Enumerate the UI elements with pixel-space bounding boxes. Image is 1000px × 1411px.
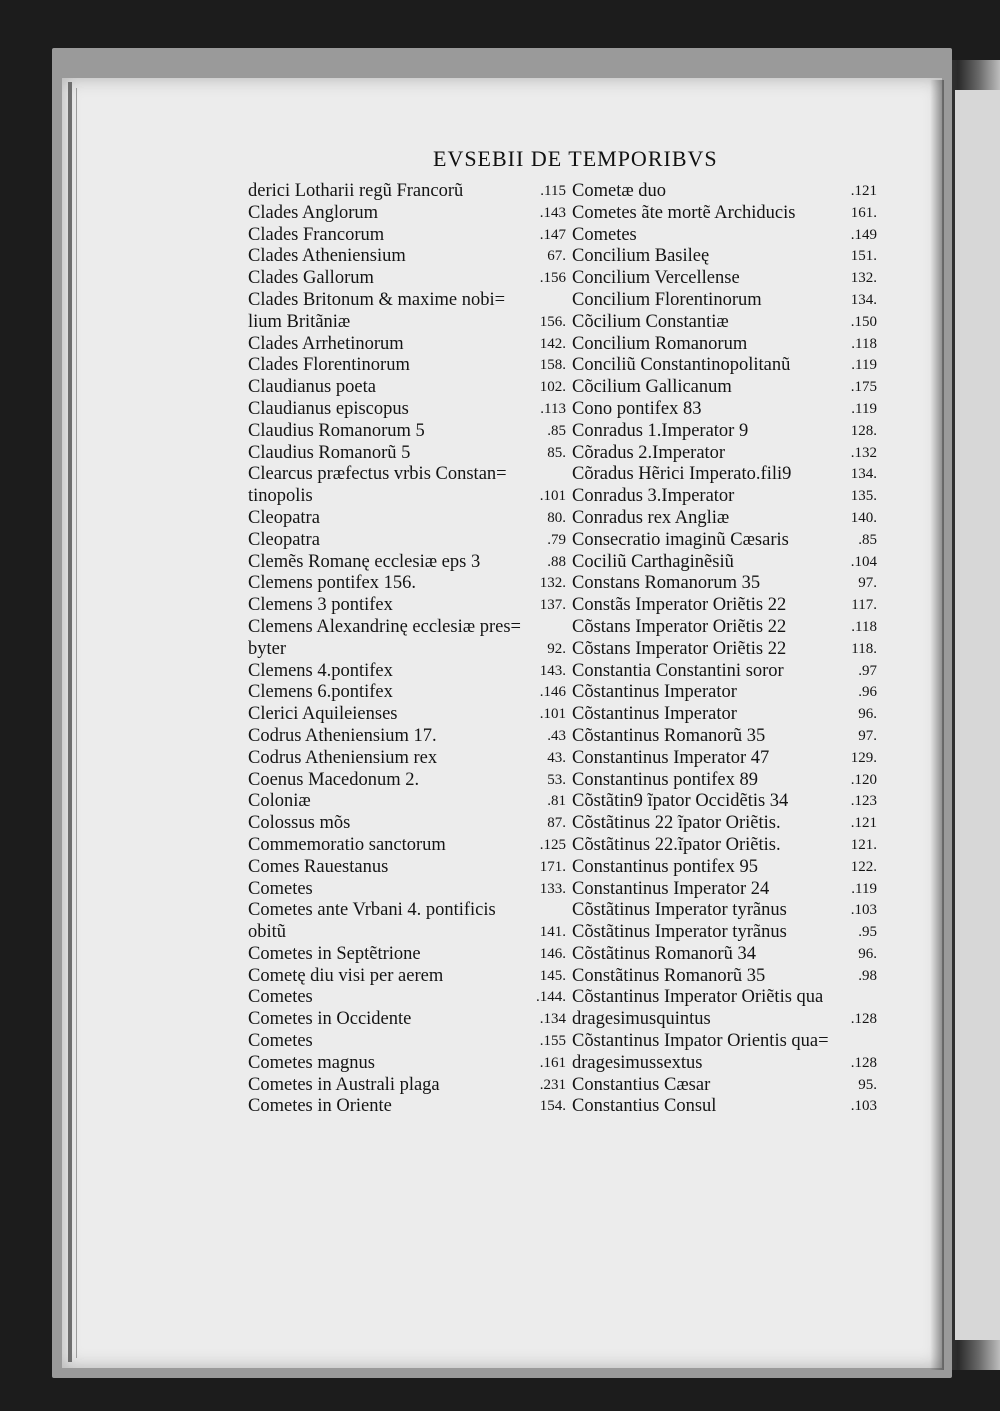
index-entry-name: Cometes (248, 878, 313, 899)
index-entry-page: .103 (850, 902, 877, 919)
index-entry-name: Clemens 6.pontifex (248, 682, 393, 703)
index-entry (248, 181, 570, 203)
index-entry-page: .147 (539, 226, 566, 243)
index-entry (248, 1031, 570, 1053)
index-entry-name: Clemens 4.pontifex (248, 660, 393, 681)
index-entry-name: tinopolis (248, 486, 313, 507)
index-entry-name: Cometes in Oriente (248, 1096, 392, 1117)
index-entry-page: .132 (850, 444, 877, 461)
index-entry-page: 145. (539, 967, 566, 984)
index-entry-name: Clades Atheniensium (248, 246, 406, 267)
index-entry (248, 1075, 570, 1097)
index-entry-page: .125 (539, 836, 566, 853)
index-entry-name: Codrus Atheniensium rex (248, 747, 438, 768)
index-entry (572, 879, 877, 901)
index-entry (572, 857, 877, 879)
index-entry-page: .143 (539, 204, 566, 221)
index-entry-name: Cõstãtinus Imperator tyrãnus (572, 900, 787, 921)
index-entry-page: .121 (850, 815, 877, 832)
index-entry (572, 552, 877, 574)
index-entry-page: 142. (539, 335, 566, 352)
index-entry-name: Cometes ante Vrbani 4. pontificis (248, 900, 496, 921)
index-entry-name: Constantinus Imperator 47 (572, 747, 770, 768)
index-entry-name: obitũ (248, 922, 287, 943)
index-entry (248, 508, 570, 530)
index-entry-page: .119 (851, 400, 877, 417)
index-entry (572, 399, 877, 421)
index-entry-name: Conciliũ Constantinopolitanũ (572, 355, 791, 376)
index-entry-page: .119 (851, 357, 877, 374)
index-entry (248, 748, 570, 770)
index-entry-name: Colossus mõs (248, 813, 351, 834)
index-entry-name: Concilium Basileę (572, 246, 710, 267)
index-entry-page: 129. (850, 749, 877, 766)
index-entry-name: dragesimussextus (572, 1052, 703, 1073)
index-entry-name: Cõstãtinus 22 ĩpator Oriẽtis. (572, 813, 781, 834)
index-entry-page: 156. (539, 313, 566, 330)
index-entry-name: Cociliũ Carthaginẽsiũ (572, 551, 734, 572)
index-entry-name: Constans Romanorum 35 (572, 573, 761, 594)
index-entry (572, 835, 877, 857)
index-entry-page: 117. (851, 597, 877, 614)
index-entry-name: derici Lotharii regũ Francorũ (248, 181, 464, 201)
page-rule-line (76, 88, 77, 1358)
index-entry-name: Consecratio imaginũ Cæsaris (572, 529, 789, 550)
index-entry (248, 573, 570, 595)
index-entry-name: Clemens Alexandrinę ecclesiæ pres= (248, 616, 521, 637)
index-entry (248, 944, 570, 966)
index-entry-page: 43. (547, 749, 566, 766)
index-entry-page: 67. (547, 248, 566, 265)
index-entry-page: 134. (850, 466, 877, 483)
index-entry-page: .101 (539, 706, 566, 723)
index-entry (572, 290, 877, 312)
index-entry (572, 987, 877, 1009)
index-entry (572, 464, 877, 486)
index-entry (572, 770, 877, 792)
index-entry (572, 1075, 877, 1097)
page-binding-edge (68, 82, 72, 1362)
index-entry-page: 85. (547, 444, 566, 461)
index-entry-name: Clemens pontifex 156. (248, 573, 417, 594)
index-entry-name: Cometes in Occidente (248, 1009, 412, 1030)
index-entry-page: .119 (851, 880, 877, 897)
index-entry (572, 203, 877, 225)
index-entry-name: Cõstãtinus Romanorũ 34 (572, 943, 756, 964)
index-entry (248, 857, 570, 879)
index-entry-page: .149 (850, 226, 877, 243)
index-entry-page: .231 (539, 1076, 566, 1093)
index-entry (248, 922, 570, 944)
index-entry (248, 552, 570, 574)
index-entry-name: Cõstãtin9 ĩpator Occidẽtis 34 (572, 791, 789, 812)
index-entry (248, 399, 570, 421)
index-entry-name: Cometes (248, 987, 313, 1008)
index-entry-page: .128 (850, 1011, 877, 1028)
index-entry-page: 154. (539, 1098, 566, 1115)
index-entry-name: Cõstans Imperator Oriẽtis 22 (572, 638, 787, 659)
index-entry-name: Claudius Romanorũ 5 (248, 442, 411, 463)
index-entry (248, 225, 570, 247)
index-entry (572, 181, 877, 203)
index-entry (248, 682, 570, 704)
index-entry-name: Cometes ãte mortẽ Archiducis (572, 202, 796, 223)
index-entry-name: Clades Arrhetinorum (248, 333, 404, 354)
index-entry (248, 987, 570, 1009)
index-entry (248, 486, 570, 508)
index-entry-name: Claudius Romanorum 5 (248, 420, 425, 441)
index-entry (572, 1053, 877, 1075)
index-entry-page: .121 (850, 183, 877, 199)
index-entry-name: Clerici Aquileienses (248, 704, 398, 725)
index-entry (572, 922, 877, 944)
index-entry (572, 421, 877, 443)
index-entry-page: 158. (539, 357, 566, 374)
index-entry-page: .43 (547, 727, 566, 744)
index-entry (248, 334, 570, 356)
index-entry (248, 421, 570, 443)
index-entry-name: Constãs Imperator Oriẽtis 22 (572, 595, 787, 616)
index-entry-page: 122. (850, 858, 877, 875)
index-entry-page: .85 (858, 531, 877, 548)
index-entry (248, 203, 570, 225)
index-entry (572, 704, 877, 726)
index-entry-page: .98 (858, 967, 877, 984)
index-entry-page: 132. (539, 575, 566, 592)
index-entry-name: Commemoratio sanctorum (248, 834, 446, 855)
index-entry (248, 1009, 570, 1031)
index-entry-name: Constãtinus Romanorũ 35 (572, 965, 766, 986)
index-entry (248, 1053, 570, 1075)
index-entry-page: .134 (539, 1011, 566, 1028)
index-entry-page: .115 (540, 183, 566, 199)
index-entry-name: Constantius Consul (572, 1096, 717, 1117)
index-entry (248, 966, 570, 988)
index-entry (248, 617, 570, 639)
index-entry (572, 573, 877, 595)
index-entry-page: 96. (858, 945, 877, 962)
index-entry (572, 682, 877, 704)
index-entry (572, 530, 877, 552)
index-entry (572, 748, 877, 770)
index-entry-name: Coloniæ (248, 791, 311, 812)
index-entry-page: .113 (540, 400, 566, 417)
index-entry (572, 1031, 877, 1053)
index-entry-page: 141. (539, 924, 566, 941)
index-entry-name: Cõstans Imperator Oriẽtis 22 (572, 616, 787, 637)
index-entry-name: dragesimusquintus (572, 1009, 711, 1030)
index-entry (248, 770, 570, 792)
index-entry (572, 900, 877, 922)
page-gutter-shadow (930, 80, 944, 1370)
index-entry (572, 726, 877, 748)
index-entry-page: .161 (539, 1054, 566, 1071)
index-entry (248, 879, 570, 901)
index-entry (248, 530, 570, 552)
index-entry (248, 377, 570, 399)
index-entry (572, 268, 877, 290)
index-entry-name: Cõstantinus Romanorũ 35 (572, 725, 766, 746)
index-entry-name: Clades Francorum (248, 224, 385, 245)
index-entry-page: .85 (547, 422, 566, 439)
index-entry-name: Cõradus Hẽrici Imperato.fili9 (572, 464, 792, 485)
index-entry-name: Cometę diu visi per aerem (248, 965, 444, 986)
index-entry-name: Concilium Romanorum (572, 333, 748, 354)
index-entry (572, 1096, 877, 1118)
index-entry-page: 97. (858, 727, 877, 744)
index-entry-name: Cometes (248, 1031, 313, 1052)
index-entry-name: Cõstãtinus 22.ĩpator Oriẽtis. (572, 834, 781, 855)
index-entry (248, 246, 570, 268)
index-entry-page: .123 (850, 793, 877, 810)
index-entry-page: 97. (858, 575, 877, 592)
index-column-right (572, 181, 877, 1118)
index-entry-page: 151. (850, 248, 877, 265)
index-entry-page: 135. (850, 488, 877, 505)
index-entry (248, 443, 570, 465)
index-entry-name: Constantia Constantini soror (572, 660, 784, 681)
index-entry-page: .81 (547, 793, 566, 810)
index-entry-page: 102. (539, 379, 566, 396)
index-entry (572, 225, 877, 247)
index-entry-name: Constantius Cæsar (572, 1074, 711, 1095)
index-entry-name: Cometæ duo (572, 181, 667, 201)
index-entry-page: .155 (539, 1033, 566, 1050)
index-entry (572, 355, 877, 377)
index-entry (572, 944, 877, 966)
index-entry-page: 96. (858, 706, 877, 723)
index-entry-page: 95. (858, 1076, 877, 1093)
index-entry-name: Cõcilium Constantiæ (572, 311, 729, 332)
index-entry (248, 464, 570, 486)
index-entry (248, 290, 570, 312)
index-entry-name: Cõstantinus Imperator (572, 682, 737, 703)
index-entry-name: Cometes (572, 224, 637, 245)
index-entry-page: .120 (850, 771, 877, 788)
index-entry (572, 791, 877, 813)
index-entry-name: Comes Rauestanus (248, 856, 389, 877)
index-entry (248, 791, 570, 813)
index-entry-name: Codrus Atheniensium 17. (248, 725, 437, 746)
index-entry (248, 595, 570, 617)
index-entry (572, 1009, 877, 1031)
index-entry-name: Claudianus episcopus (248, 398, 409, 419)
index-entry-page: .79 (547, 531, 566, 548)
index-entry-page: .118 (851, 335, 877, 352)
index-entry-name: Cõstãtinus Imperator tyrãnus (572, 922, 787, 943)
index-entry (572, 661, 877, 683)
index-entry (248, 268, 570, 290)
index-entry-page: .95 (858, 924, 877, 941)
index-entry (248, 661, 570, 683)
index-entry-name: Concilium Vercellense (572, 268, 740, 289)
index-entry (572, 443, 877, 465)
index-entry-page: .156 (539, 270, 566, 287)
index-entry-page: .97 (858, 662, 877, 679)
index-entry (572, 508, 877, 530)
index-entry (248, 639, 570, 661)
index-entry-name: Cõradus 2.Imperator (572, 442, 726, 463)
index-entry-name: Cleopatra (248, 529, 320, 550)
index-entry-name: Cõstantinus Impator Orientis qua= (572, 1031, 829, 1052)
index-entry-name: Coenus Macedonum 2. (248, 769, 420, 790)
running-title: EVSEBII DE TEMPORIBVS (433, 146, 718, 171)
index-entry (248, 900, 570, 922)
index-entry-page: .128 (850, 1054, 877, 1071)
index-entry-name: Cometes magnus (248, 1052, 375, 1073)
index-entry-name: Cleopatra (248, 507, 320, 528)
index-entry-name: Clearcus præfectus vrbis Constan= (248, 464, 507, 485)
index-entry-page: 121. (850, 836, 877, 853)
index-entry-page: 137. (539, 597, 566, 614)
index-entry-name: Cõcilium Gallicanum (572, 377, 732, 398)
index-entry-page: .96 (858, 684, 877, 701)
index-entry-page: .104 (850, 553, 877, 570)
index-entry-name: byter (248, 638, 287, 659)
index-entry-name: Claudianus poeta (248, 377, 376, 398)
index-entry-name: Conradus 3.Imperator (572, 486, 735, 507)
index-entry (248, 1096, 570, 1118)
index-entry-page: .101 (539, 488, 566, 505)
index-entry (572, 966, 877, 988)
index-entry (572, 334, 877, 356)
index-entry-page: .144. (536, 989, 566, 1006)
index-entry-page: .146 (539, 684, 566, 701)
index-entry (248, 726, 570, 748)
index-entry (248, 704, 570, 726)
index-entry-page: .103 (850, 1098, 877, 1115)
index-entry-page: 134. (850, 291, 877, 308)
index-entry-page: 161. (850, 204, 877, 221)
index-entry-name: Concilium Florentinorum (572, 289, 762, 310)
index-column-left (248, 181, 570, 1118)
index-entry-name: Constantinus pontifex 95 (572, 856, 759, 877)
index-entry (572, 486, 877, 508)
index-entry-page: 53. (547, 771, 566, 788)
index-entry (572, 246, 877, 268)
index-entry-name: Clades Gallorum (248, 268, 374, 289)
index-entry-name: Clades Britonum & maxime nobi= (248, 289, 506, 310)
index-entry-name: Cõstantinus Imperator Oriẽtis qua (572, 987, 824, 1008)
index-entry-name: Clades Florentinorum (248, 355, 410, 376)
index-entry-page: 140. (850, 509, 877, 526)
index-entry-page: 171. (539, 858, 566, 875)
index-entry-name: Cometes in Septẽtrione (248, 943, 421, 964)
index-entry-name: Clades Anglorum (248, 202, 379, 223)
index-entry (572, 595, 877, 617)
index-entry (248, 355, 570, 377)
adjacent-page (955, 90, 1000, 1340)
index-entry-page: 143. (539, 662, 566, 679)
index-entry-name: Constantinus Imperator 24 (572, 878, 770, 899)
index-entry-page: 92. (547, 640, 566, 657)
index-entry (248, 813, 570, 835)
index-entry-name: Cometes in Australi plaga (248, 1074, 440, 1095)
index-entry (248, 835, 570, 857)
index-entry (572, 813, 877, 835)
index-entry-name: Clemẽs Romanę ecclesiæ eps 3 (248, 551, 481, 572)
index-entry-name: Conradus 1.Imperator 9 (572, 420, 749, 441)
index-entry-name: Conradus rex Angliæ (572, 507, 730, 528)
index-entry-page: .175 (850, 379, 877, 396)
index-entry-page: .88 (547, 553, 566, 570)
index-entry-page: 80. (547, 509, 566, 526)
index-entry-page: 87. (547, 815, 566, 832)
index-entry-name: Cono pontifex 83 (572, 398, 702, 419)
index-entry-page: 128. (850, 422, 877, 439)
index-entry-name: lium Britãniæ (248, 311, 351, 332)
index-entry (572, 617, 877, 639)
index-entry-page: 146. (539, 945, 566, 962)
index-entry-name: Clemens 3 pontifex (248, 595, 393, 616)
index-entry-page: 132. (850, 270, 877, 287)
index-entry (572, 639, 877, 661)
index-entry-page: 118. (851, 640, 877, 657)
index-entry (572, 312, 877, 334)
index-entry-page: .118 (851, 618, 877, 635)
index-entry (572, 377, 877, 399)
index-entry-page: 133. (539, 880, 566, 897)
index-entry (248, 312, 570, 334)
index-entry-name: Cõstantinus Imperator (572, 704, 737, 725)
index-entry-page: .150 (850, 313, 877, 330)
index-entry-name: Constantinus pontifex 89 (572, 769, 759, 790)
